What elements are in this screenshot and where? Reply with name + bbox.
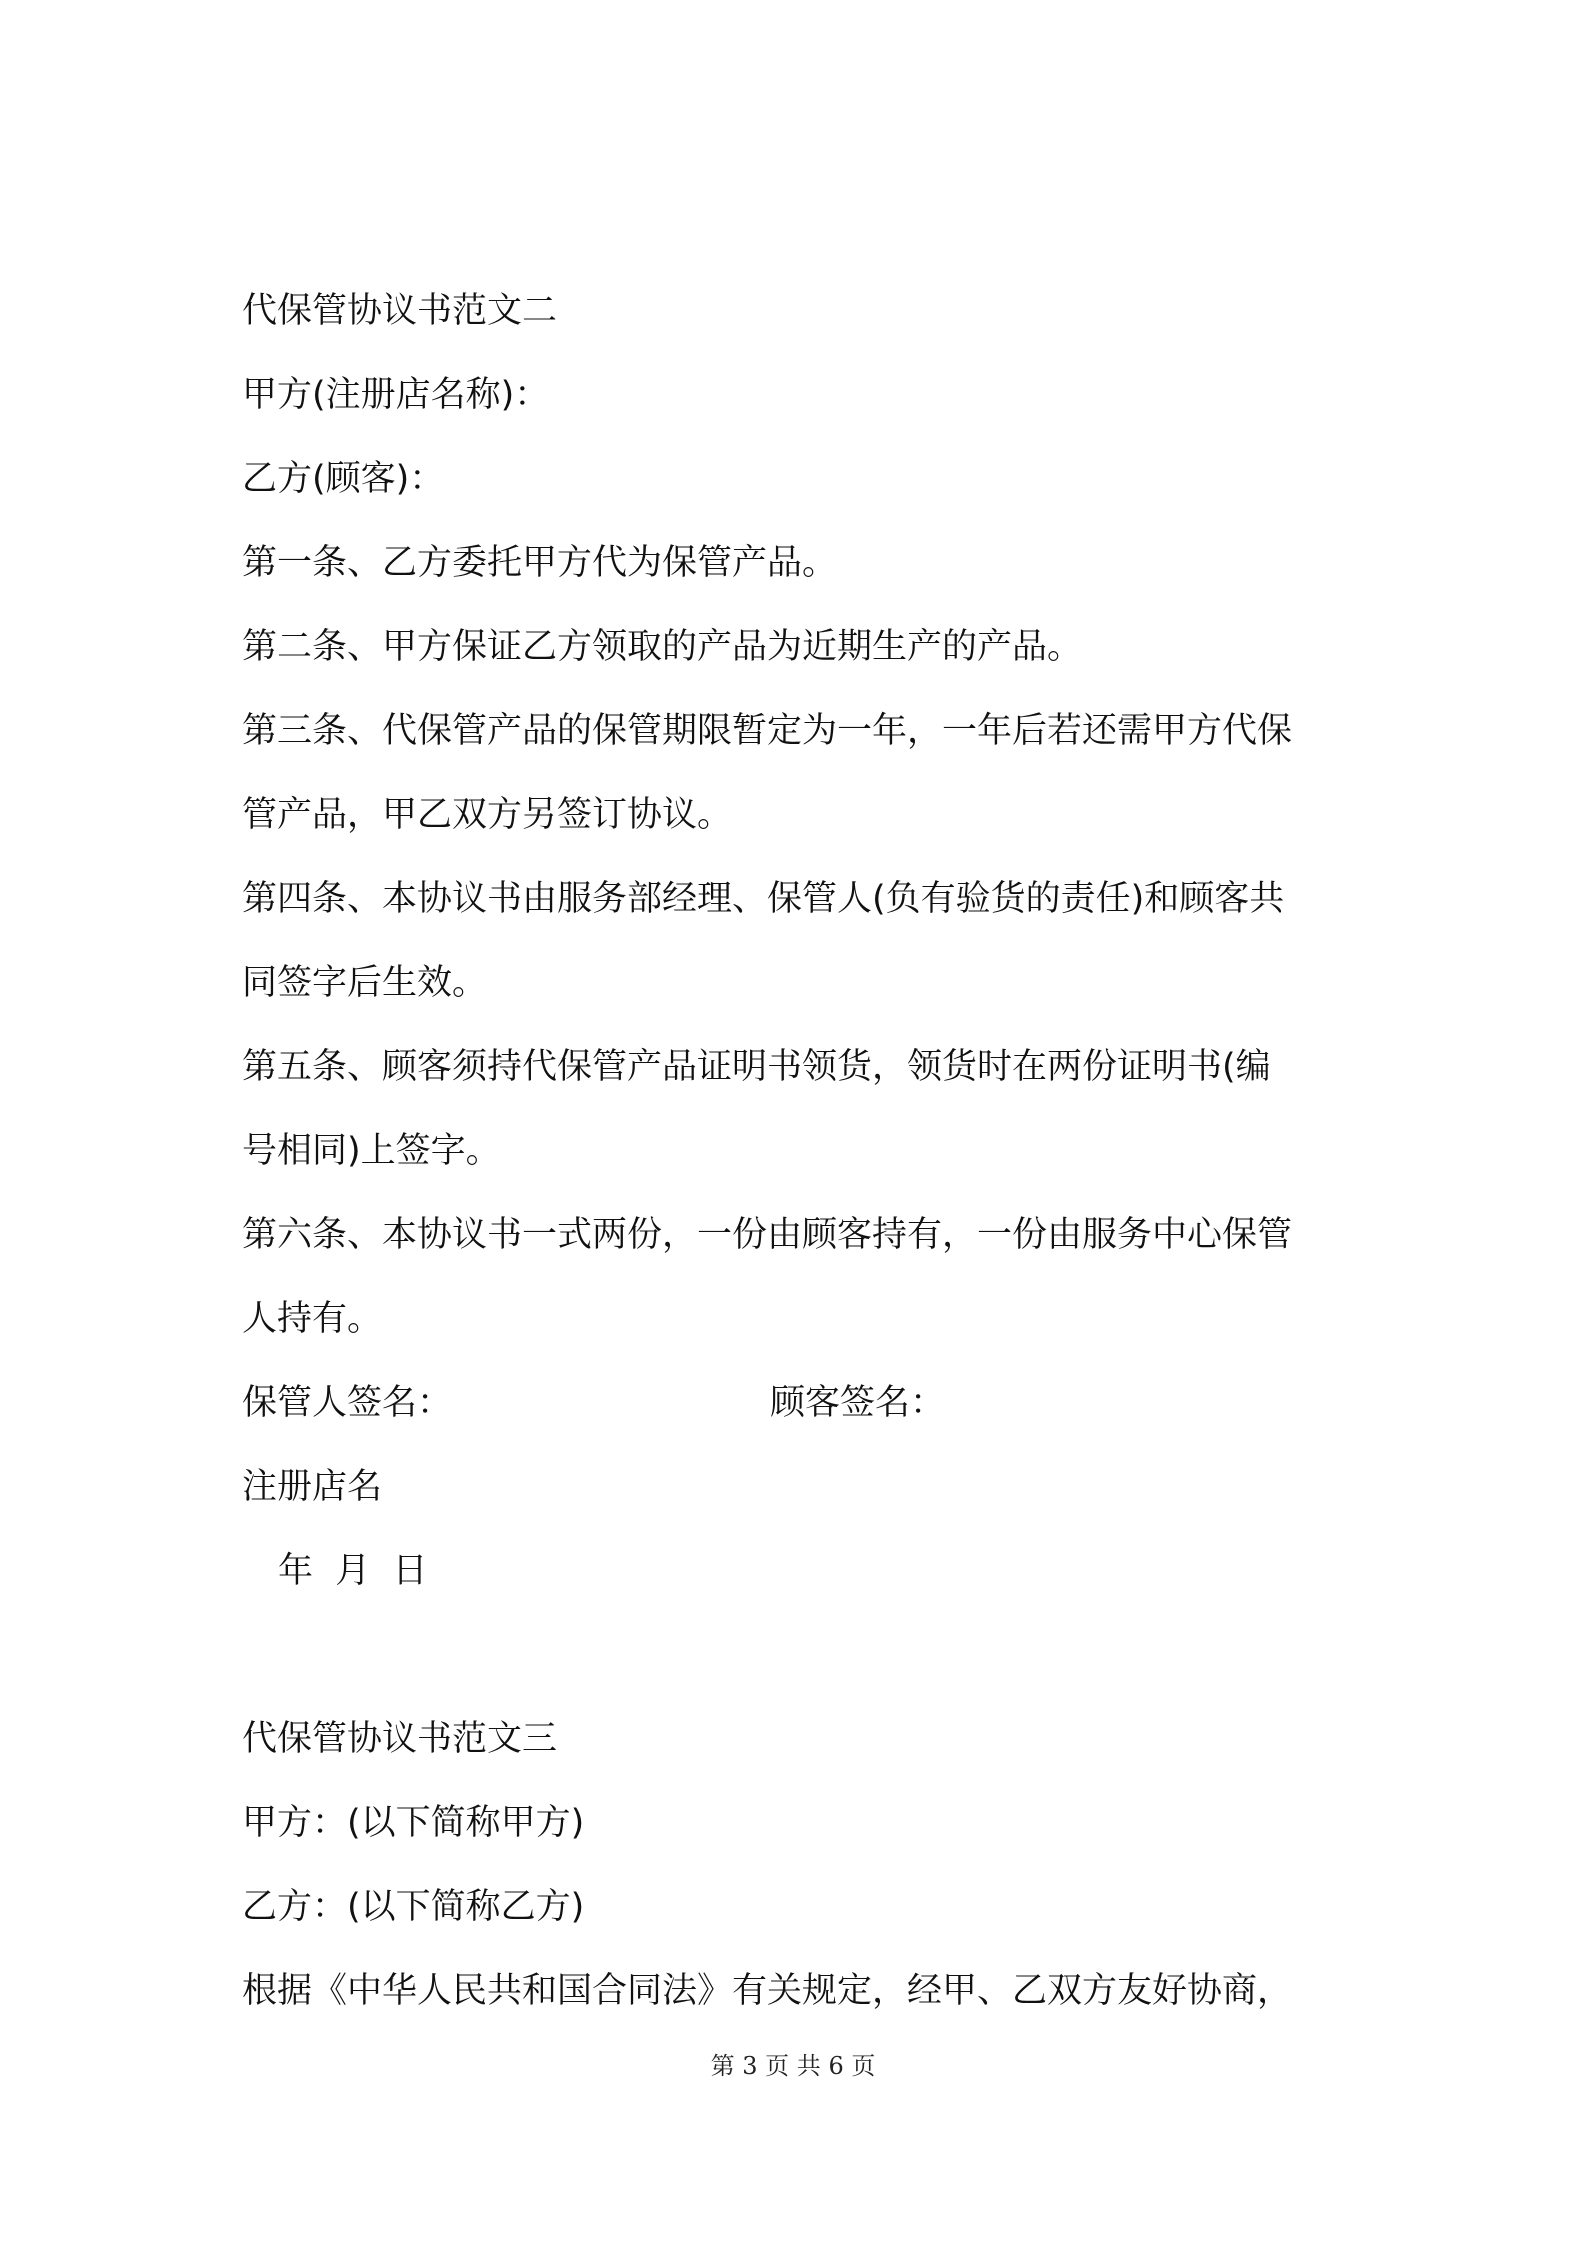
section3-intro-line1: 根据《中华人民共和国合同法》有关规定，经甲、乙双方友好协商， <box>242 1971 1293 2011</box>
section2-article-3-line1: 第三条、代保管产品的保管期限暂定为一年，一年后若还需甲方代保 <box>242 711 1293 751</box>
customer-signature-label: 顾客签名： <box>770 1383 946 1423</box>
section2-party-b: 乙方(顾客)： <box>242 459 445 499</box>
section2-article-6-line1: 第六条、本协议书一式两份，一份由顾客持有，一份由服务中心保管 <box>242 1215 1293 1255</box>
section2-article-2: 第二条、甲方保证乙方领取的产品为近期生产的产品。 <box>242 627 1083 667</box>
keeper-signature-label: 保管人签名： <box>242 1383 453 1423</box>
section2-party-a: 甲方(注册店名称)： <box>242 375 550 415</box>
page-number-footer: 第 3 页 共 6 页 <box>710 2052 876 2080</box>
section2-article-4-line2: 同签字后生效。 <box>242 963 488 1003</box>
store-name-label: 注册店名 <box>242 1467 383 1507</box>
section2-article-6-line2: 人持有。 <box>242 1299 383 1339</box>
section3-party-a: 甲方：(以下简称甲方) <box>242 1803 585 1843</box>
section2-article-1: 第一条、乙方委托甲方代为保管产品。 <box>242 543 838 583</box>
section2-title: 代保管协议书范文二 <box>242 291 558 331</box>
section2-article-5-line2: 号相同)上签字。 <box>242 1131 501 1171</box>
date-line: 年 月 日 <box>278 1551 428 1591</box>
section3-title: 代保管协议书范文三 <box>242 1719 558 1759</box>
section3-party-b: 乙方：(以下简称乙方) <box>242 1887 585 1927</box>
section2-article-4-line1: 第四条、本协议书由服务部经理、保管人(负有验货的责任)和顾客共 <box>242 879 1285 919</box>
section2-article-3-line2: 管产品，甲乙双方另签订协议。 <box>242 795 733 835</box>
section2-article-5-line1: 第五条、顾客须持代保管产品证明书领货，领货时在两份证明书(编 <box>242 1047 1271 1087</box>
